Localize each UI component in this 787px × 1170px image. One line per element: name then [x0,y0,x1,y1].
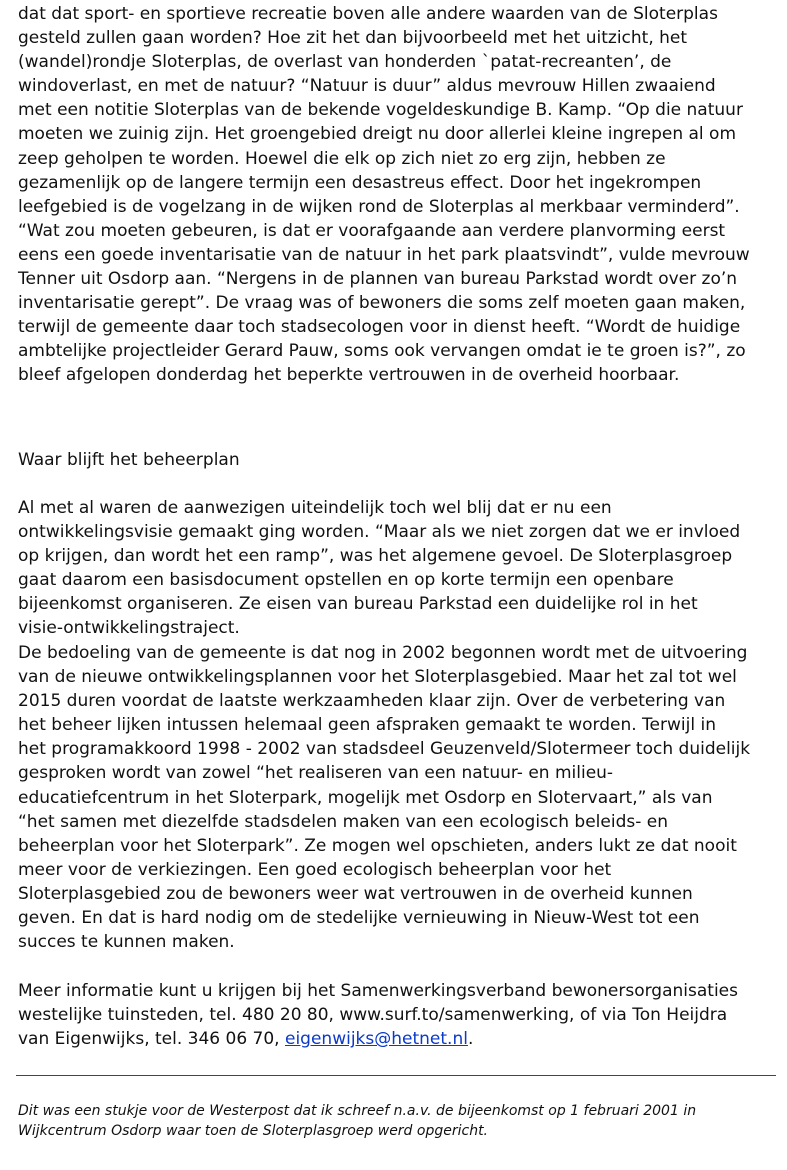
text-line: Al met al waren de aanwezigen uiteindelijk toch wel blij dat er nu een [18,498,612,518]
footnote-line: Wijkcentrum Osdorp waar toen de Sloterplasgroep werd opgericht. [18,1123,489,1139]
text-line: gaat daarom een basisdocument opstellen en op korte termijn een openbare [18,570,674,591]
text-line: het beheer lijken intussen helemaal geen afspraken gemaakt te worden. Terwijl in [18,715,716,736]
text-line: leefgebied is de vogelzang in de wijken rond de Sloterplas al merkbaar verminderd”. [18,196,740,217]
text-line: Tenner uit Osdorp aan. “Nergens in de plannen van bureau Parkstad wordt over zo’n [18,269,738,290]
footnote-line: Dit was een stukje voor de Westerpost dat ik schreef n.a.v. de bijeenkomst op 1 februari 2001 in [18,1103,697,1119]
text-line: van de nieuwe ontwikkelingsplannen voor het Sloterplasgebied. Maar het zal tot wel [18,667,737,688]
text-line: terwijl de gemeente daar toch stadsecologen voor in dienst heeft. “Wordt de huidige [18,317,741,338]
text-line: ontwikkelingsvisie gemaakt ging worden. “Maar als we niet zorgen dat we er invloed [18,522,741,543]
email-link[interactable]: eigenwijks@hetnet.nl [285,1029,468,1050]
horizontal-divider [16,1075,776,1076]
text-line: dat dat sport- en sportieve recreatie boven alle andere waarden van de Sloterplas [18,4,718,24]
text-line: Sloterplasgebied zou de bewoners weer wat vertrouwen in de overheid kunnen [18,883,693,904]
text-line: visie-ontwikkelingstraject. [18,618,240,639]
contact-text: van Eigenwijks, tel. 346 06 70, [18,1029,285,1050]
paragraph-gemeente-plannen [18,641,750,954]
text-line: westelijke tuinsteden, tel. 480 20 80, www.surf.to/samenwerking, of via Ton Heijdra [18,1005,728,1026]
text-line [18,1027,738,1051]
text-line: meer voor de verkiezingen. Een goed ecologisch beheerplan voor het [18,859,612,880]
text-line: windoverlast, en met de natuur? “Natuur is duur” aldus mevrouw Hillen zwaaiend [18,76,716,97]
text-line: 2015 duren voordat de laatste werkzaamheden klaar zijn. Over de verbetering van [18,691,726,712]
footnote [18,1101,778,1141]
paragraph-natuur [18,2,750,388]
text-line: Meer informatie kunt u krijgen bij het Samenwerkingsverband bewonersorganisaties [18,981,738,1001]
text-line: het programakkoord 1998 - 2002 van stadsdeel Geuzenveld/Slotermeer toch duidelijk [18,739,751,760]
contact-period: . [467,1029,474,1050]
text-line: De bedoeling van de gemeente is dat nog in 2002 begonnen wordt met de uitvoering [18,643,748,663]
text-line: met een notitie Sloterplas van de bekende vogeldeskundige B. Kamp. “Op die natuur [18,100,743,121]
paragraph-contact-info [18,979,738,1051]
text-line: (wandel)rondje Sloterplas, de overlast van honderden `patat-recreanten’, de [18,52,672,73]
text-line: succes te kunnen maken. [18,932,235,953]
text-line: bleef afgelopen donderdag het beperkte vertrouwen in de overheid hoorbaar. [18,365,680,386]
paragraph-ontwikkelingsvisie [18,496,740,641]
section-heading: Waar blijft het beheerplan [18,450,240,470]
text-line: op krijgen, dan wordt het een ramp”, was het algemene gevoel. De Sloterplasgroep [18,546,733,567]
text-line: “Wat zou moeten gebeuren, is dat er voorafgaande aan verdere planvorming eerst [18,220,726,241]
text-line: beheerplan voor het Sloterpark”. Ze mogen wel opschieten, anders lukt ze dat nooit [18,835,737,856]
text-line: inventarisatie gerept”. De vraag was of bewoners die soms zelf moeten gaan maken, [18,293,746,314]
text-line: gezamenlijk op de langere termijn een desastreus effect. Door het ingekrompen [18,172,702,193]
text-line: “het samen met diezelfde stadsdelen maken van een ecologisch beleids- en [18,811,668,832]
text-line: zeep geholpen te worden. Hoewel die elk op zich niet zo erg zijn, hebben ze [18,148,666,169]
text-line: educatiefcentrum in het Sloterpark, mogelijk met Osdorp en Slotervaart,” als van [18,787,713,808]
text-line: eens een goede inventarisatie van de natuur in het park plaatsvindt”, vulde mevrouw [18,244,750,265]
text-line: geven. En dat is hard nodig om de stedelijke vernieuwing in Nieuw-West tot een [18,908,700,929]
text-line: ambtelijke projectleider Gerard Pauw, soms ook vervangen omdat ie te groen is?”, zo [18,341,746,362]
text-line: moeten we zuinig zijn. Het groengebied dreigt nu door allerlei kleine ingrepen al om [18,124,737,145]
text-line: gesteld zullen gaan worden? Hoe zit het dan bijvoorbeeld met het uitzicht, het [18,28,688,49]
text-line: bijeenkomst organiseren. Ze eisen van bureau Parkstad een duidelijke rol in het [18,594,698,615]
text-line: gesproken wordt van zowel “het realiseren van een natuur- en milieu- [18,763,614,784]
